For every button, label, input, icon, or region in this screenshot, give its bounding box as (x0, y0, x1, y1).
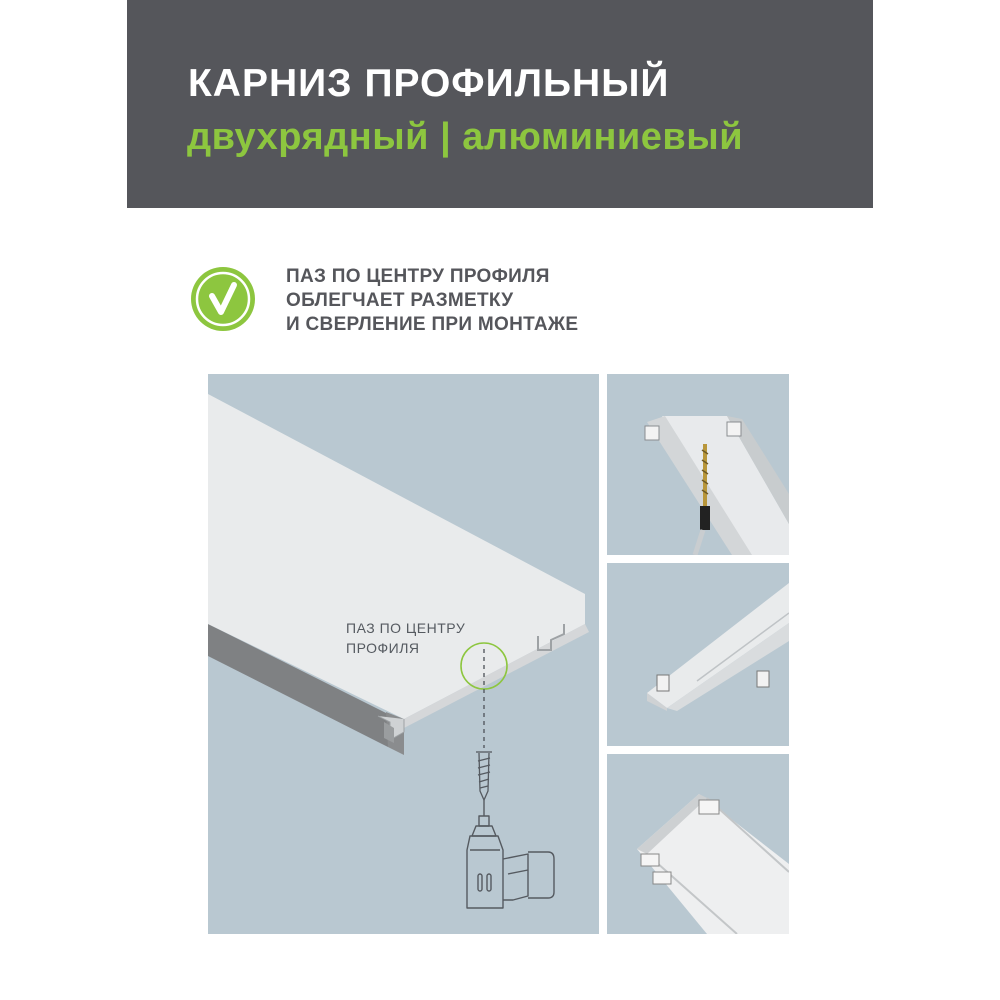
feature-text (286, 265, 578, 337)
profile-with-end-caps-photo (607, 563, 789, 746)
profile-with-runners-photo (607, 754, 789, 934)
header-banner (127, 0, 873, 208)
feature-line: И СВЕРЛЕНИЕ ПРИ МОНТАЖЕ (286, 314, 579, 335)
callout-line: ПАЗ ПО ЦЕНТРУ (346, 620, 466, 636)
page-title: КАРНИЗ ПРОФИЛЬНЫЙ (188, 62, 670, 105)
callout-line: ПРОФИЛЯ (346, 640, 420, 656)
checkmark-circle-icon (190, 266, 256, 332)
drill-icon (467, 800, 554, 908)
screw-icon (476, 752, 492, 800)
feature-line: ПАЗ ПО ЦЕНТРУ ПРОФИЛЯ (286, 266, 550, 287)
main-illustration (208, 374, 599, 934)
page-subtitle: двухрядный | алюминиевый (187, 116, 744, 158)
groove-callout (346, 618, 465, 658)
feature-line: ОБЛЕГЧАЕТ РАЗМЕТКУ (286, 290, 514, 311)
profile-with-drill-photo (607, 374, 789, 555)
